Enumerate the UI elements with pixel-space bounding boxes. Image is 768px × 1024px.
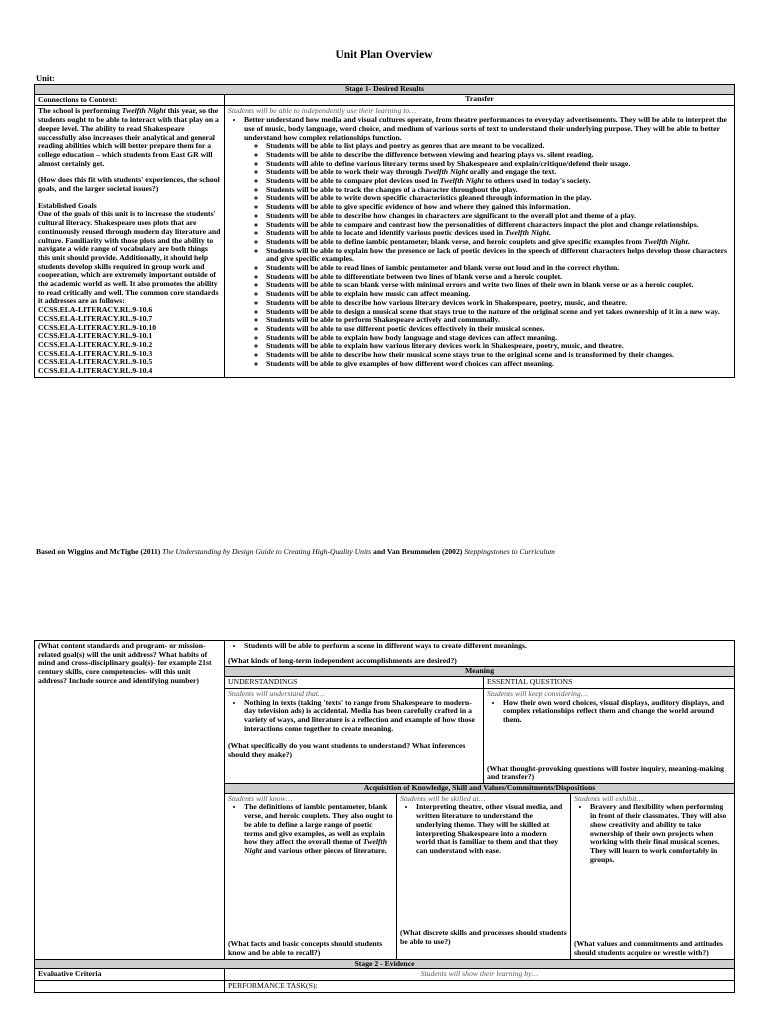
transfer-sub-bullet: ◦ Students will be able to locate and identify various poetic devices used in Twelfth Night.	[266, 229, 731, 238]
standard-code: CCSS.ELA-LITERACY.RL.9-10.1	[38, 331, 153, 341]
acquisition-header: Acquisition of Knowledge, Skill and Values/Commitments/Dispositions	[225, 784, 735, 794]
transfer-sub-bullet: ◦ Students will be able to compare and contrast how the personalities of different characters impact the plot and change relationships.	[266, 221, 731, 230]
understandings-header: UNDERSTANDINGS	[225, 677, 484, 689]
performance-tasks-label: PERFORMANCE TASK(S):	[225, 981, 735, 993]
transfer-sub-bullet: ◦ Students will able to define various literary terms used by Shakespeare and explain/critique/defend their usage.	[266, 160, 731, 169]
transfer-continued-cell	[225, 641, 735, 667]
transfer-sub-bullet: ◦ Students will be able to give specific evidence of how and where they gained this information.	[266, 203, 731, 212]
standard-code: CCSS.ELA-LITERACY.RL.9-10.10	[38, 322, 157, 332]
connections-paragraph: The school is performing Twelfth Night this year, so the students ought to be able to interact with that play on a deeper level. The ability to read Shakespeare successfully also increases their analytical and general reading abilities which will better prepare them for a college education – which students from East GR will almost certainly get.	[38, 106, 219, 168]
essential-questions-bullet: • How their own word choices, visual displays, auditory displays, and complex relationships reflect them and change the world around them.	[503, 699, 731, 725]
transfer-cell	[225, 106, 735, 377]
transfer-sub-bullet: ◦ Students will be able to give examples of how different word choices can affect meaning.	[266, 360, 731, 369]
standard-code: CCSS.ELA-LITERACY.RL.9-10.3	[38, 348, 153, 358]
essential-questions-header: ESSENTIAL QUESTIONS	[484, 677, 735, 689]
unit-label: Unit:	[36, 73, 55, 83]
stage1-header: Stage 1- Desired Results	[35, 85, 735, 95]
standard-code: CCSS.ELA-LITERACY.RL.9-10.5	[38, 357, 153, 367]
transfer-main-bullet: • Better understand how media and visual cultures operate, from theatre performances to everyday advertisements. They will be able to interpret the use of music, body language, word choice, and medium of various sorts of text to understand their underlying purpose. They will be able to better understand how complex relationships function. ◦ Students will be able to list plays and poetry as genres that are meant to be vocalized. ◦ Students will be able to describe the difference between viewing and hearing plays vs. silent reading. ◦ Students will able to define various literary terms used by Shakespeare and explain/critique/defend their usage. ◦ Students will be able to work their way through Twelfth Night orally and engage the text. ◦ Students will be able to compare plot devices used in Twelfth Night to others used in today's society. ◦ Students will be able to track the changes of a character throughout the play. ◦ Students will be able to write down specific characteristics gleaned through information in the play. ◦ Students will be able to give specific evidence of how and where they gained this information. ◦ Students will be able to describe how changes in characters are significant to the overall plot and theme of a play. ◦ Students will be able to compare and contrast how the personalities of different characters impact the plot and change relationships. ◦ Students will be able to locate and identify various poetic devices used in Twelfth Night. ◦ Students will be able to define iambic pentameter, blank verse, and heroic couplets and give specific examples from Twelfth Night. ◦ Students will be able to explain how the presence or lack of poetic devices in the speech of different characters helps develop those characters and give specific examples. ◦ Students will be able to read lines of iambic pentameter and blank verse out loud and in the correct rhythm. ◦ Students will be able to differentiate between two lines of blank verse and a heroic couplet. ◦ Students will be able to scan blank verse with minimal errors and write two lines of their own in blank verse or as a heroic couplet. ◦ Students will be able to explain how music can affect meaning. ◦ Students will be able to describe how various literary devices work in Shakespeare, poetry, music, and theatre. ◦ Students will be able to design a musical scene that stays true to the nature of the original scene and yet takes ownership of it in a new way. ◦ Students will be able to perform Shakespeare actively and communally. ◦ Students will be able to use different poetic devices effectively in their musical scenes. ◦ Students will be able to explain how body language and stage devices can affect meaning. ◦ Students will be able to explain how various literary devices work in Shakespeare, poetry, music, and theatre. ◦ Students will be able to describe how their musical scene stays true to the original scene and is transformed by their changes. ◦ Students will be able to give examples of how different word choices can affect meaning.	[244, 116, 731, 368]
transfer-sub-bullet: ◦ Students will be able to scan blank verse with minimal errors and write two lines of their own in blank verse or as a heroic couplet.	[266, 281, 731, 290]
evidence-prompt: Students will show their learning by…	[225, 969, 735, 981]
transfer-prompt: Students will be able to independently use their learning to…	[228, 106, 417, 116]
transfer-sub-bullet: ◦ Students will be able to explain how the presence or lack of poetic devices in the speech of different characters helps develop those characters and give specific examples.	[266, 247, 731, 264]
standard-code: CCSS.ELA-LITERACY.RL.9-10.7	[38, 313, 153, 323]
standards-list	[38, 306, 221, 376]
know-bullet: • The definitions of iambic pentameter, blank verse, and heroic couplets. They also ought to be able to define a large range of poetic terms and give examples, as well as explain how they affect the overall theme of Twelfth Night and various other pieces of literature.	[244, 803, 393, 855]
transfer-sub-bullet: ◦ Students will be able to write down specific characteristics gleaned through information in the play.	[266, 194, 731, 203]
transfer-header: Transfer	[225, 94, 735, 106]
transfer-sub-bullet: ◦ Students will be able to define iambic pentameter, blank verse, and heroic couplets and give specific examples from Twelfth Night.	[266, 238, 731, 247]
exhibit-bullet: • Bravery and flexibility when performing in front of their classmates. They will also show creativity and ability to take ownership of their own projects when working with their final musical scenes. They will learn to work comfortably in groups.	[590, 803, 731, 864]
stage1-table	[34, 84, 735, 378]
transfer-sub-bullet: ◦ Students will be able to use different poetic devices effectively in their musical scenes.	[266, 325, 731, 334]
skilled-cell: Students will be skilled at… • Interpreting theatre, other visual media, and written literature to understand the underlying theme. They will be skilled at interpreting Shakespeare into a modern world that is familiar to them and that they can understand with ease. (What discrete skills and processes should students be able to use?)	[397, 793, 571, 959]
transfer-sub-bullet: ◦ Students will be able to compare plot devices used in Twelfth Night to others used in today's society.	[266, 177, 731, 186]
established-goals-paragraph: One of the goals of this unit is to increase the students' cultural literacy. Shakespeare uses plots that are continuously reused through modern day literature and culture. Familiarity with those plots and the ability to navigate a wide range of vocabulary are both things this unit should provide. Additionally, it should help students develop skills required in group work and cooperation, which are extremely important outside of the academic world as well. It also promotes the ability to read critically and well. The common core standards it addresses are as follows:	[38, 209, 221, 306]
understandings-cell: Students will understand that… • Nothing in texts (taking 'texts' to range from Shakespeare to modern-day television ads) is accidental. Media has been carefully crafted in a variety of ways, and literature is a reflection and example of how those interactions come together to create meaning. (What specifically do you want students to understand? What inferences should they make?)	[225, 688, 484, 783]
standards-prompt-cell: (What content standards and program- or mission-related goal(s) will the unit address? What habits of mind and cross-disciplinary goal(s)- for example 21st century skills, core competencies- will this unit address? Include source and identifying number)	[35, 641, 225, 960]
transfer-accomplishments-prompt: (What kinds of long-term independent accomplishments are desired?)	[228, 655, 457, 665]
standard-code: CCSS.ELA-LITERACY.RL.9-10.2	[38, 339, 153, 349]
criteria-cell	[35, 981, 225, 993]
meaning-header: Meaning	[225, 667, 735, 677]
transfer-sub-bullet: ◦ Students will be able to describe how their musical scene stays true to the original scene and is transformed by their changes.	[266, 351, 731, 360]
exhibit-question: (What values and commitments and attitudes should students acquire or wrestle with?)	[574, 939, 723, 958]
page-title: Unit Plan Overview	[335, 49, 433, 61]
transfer-sub-bullet: ◦ Students will be able to describe the difference between viewing and hearing plays vs. silent reading.	[266, 151, 731, 160]
transfer-sub-bullet: ◦ Students will be able to describe how changes in characters are significant to the overall plot and theme of a play.	[266, 212, 731, 221]
know-cell: Students will know… • The definitions of iambic pentameter, blank verse, and heroic couplets. They also ought to be able to define a large range of poetic terms and give examples, as well as explain how they affect the overall theme of Twelfth Night and various other pieces of literature. (What facts and basic concepts should students know and be able to recall?)	[225, 793, 397, 959]
transfer-sub-bullet: ◦ Students will be able to explain how body language and stage devices can affect meaning.	[266, 334, 731, 343]
transfer-sub-bullets	[244, 142, 731, 368]
standard-code: CCSS.ELA-LITERACY.RL.9-10.4	[38, 366, 153, 376]
essential-questions-cell: Students will keep considering… • How their own word choices, visual displays, auditory displays, and complex relationships reflect them and change the world around them. (What thought-provoking questions will foster inquiry, meaning-making and transfer?)	[484, 688, 735, 783]
essential-questions-question: (What thought-provoking questions will foster inquiry, meaning-making and transfer?)	[487, 763, 725, 782]
transfer-cont-bullet: • Students will be able to perform a scene in different ways to create different meanings.	[244, 642, 731, 651]
page2-table	[34, 640, 735, 993]
transfer-sub-bullet: ◦ Students will be able to work their way through Twelfth Night orally and engage the text.	[266, 168, 731, 177]
transfer-sub-bullet: ◦ Students will be able to perform Shakespeare actively and communally.	[266, 316, 731, 325]
connections-cell	[35, 106, 225, 377]
transfer-sub-bullet: ◦ Students will be able to explain how music can affect meaning.	[266, 290, 731, 299]
understandings-question: (What specifically do you want students to understand? What inferences should they make?)	[228, 741, 466, 760]
standard-code: CCSS.ELA-LITERACY.RL.9-10.6	[38, 305, 153, 315]
connections-heading: Connections to Context:	[35, 94, 225, 106]
transfer-sub-bullet: ◦ Students will be able to design a musical scene that stays true to the nature of the original scene and yet takes ownership of it in a new way.	[266, 308, 731, 317]
stage2-header: Stage 2 - Evidence	[35, 959, 735, 969]
established-goals-heading: Established Goals	[38, 200, 97, 210]
transfer-sub-bullet: ◦ Students will be able to differentiate between two lines of blank verse and a heroic couplet.	[266, 273, 731, 282]
evaluative-criteria-label: Evaluative Criteria	[35, 969, 225, 981]
transfer-sub-bullet: ◦ Students will be able to list plays and poetry as genres that are meant to be vocalized.	[266, 142, 731, 151]
know-question: (What facts and basic concepts should students know and be able to recall?)	[228, 939, 383, 958]
transfer-sub-bullet: ◦ Students will be able to explain how various literary devices work in Shakespeare, poetry, music, and theatre.	[266, 342, 731, 351]
skilled-question: (What discrete skills and processes should students be able to use?)	[400, 928, 567, 947]
transfer-sub-bullet: ◦ Students will be able to read lines of iambic pentameter and blank verse out loud and in the correct rhythm.	[266, 264, 731, 273]
skilled-bullet: • Interpreting theatre, other visual media, and written literature to understand the underlying theme. They will be skilled at interpreting Shakespeare into a modern world that is familiar to them and that they can understand with ease.	[416, 803, 567, 855]
connections-prompt: (How does this fit with students' experiences, the school goals, and the larger societal issues?)	[38, 175, 220, 194]
transfer-sub-bullet: ◦ Students will be able to track the changes of a character throughout the play.	[266, 186, 731, 195]
transfer-sub-bullet: ◦ Students will be able to describe how various literary devices work in Shakespeare, poetry, music, and theatre.	[266, 299, 731, 308]
understandings-bullet: • Nothing in texts (taking 'texts' to range from Shakespeare to modern-day television ads) is accidental. Media has been carefully crafted in a variety of ways, and literature is a reflection and example of how those interactions come together to create meaning.	[244, 699, 480, 734]
exhibit-cell: Students will exhibit… • Bravery and flexibility when performing in front of their classmates. They will also show creativity and ability to take ownership of their own projects when working with their final musical scenes. They will learn to work comfortably in groups. (What values and commitments and attitudes should students acquire or wrestle with?)	[571, 793, 735, 959]
footer-citation: Based on Wiggins and McTighe (2011) The Understanding by Design Guide to Creating High-Quality Units and Van Brummelen (2002) Steppingstones to Curriculum	[36, 547, 555, 556]
